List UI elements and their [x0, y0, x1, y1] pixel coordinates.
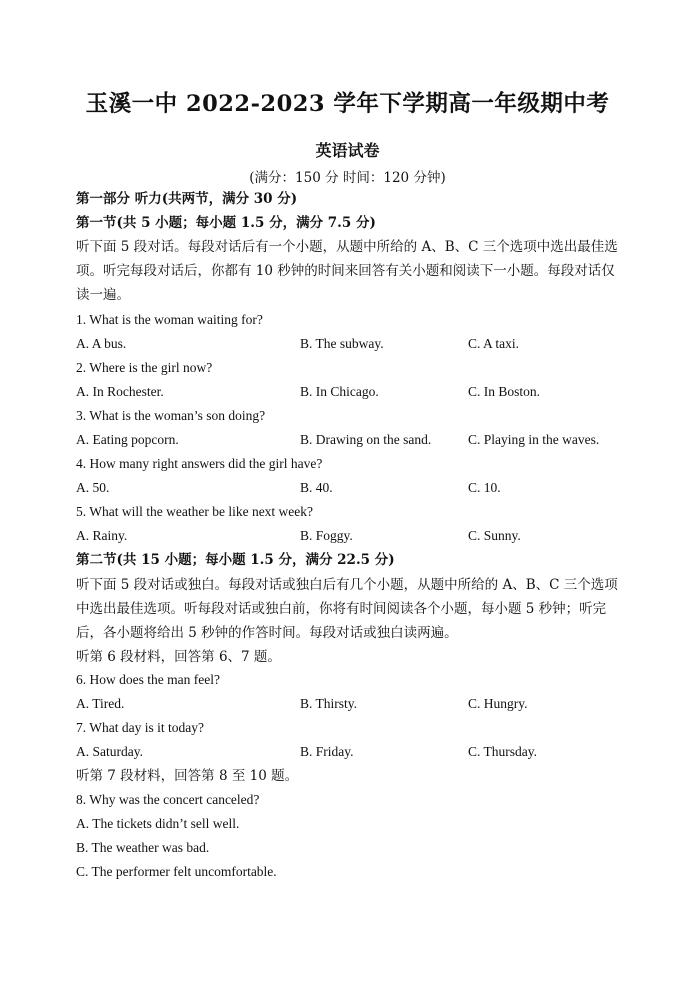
q7-option-a: A. Saturday. — [76, 744, 143, 759]
section2-instruction-line: 听下面 5 段对话或独白。每段对话或独白后有几个小题，从题中所给的 A、B、C 三个选项 — [76, 577, 618, 593]
q1-option-a: A. A bus. — [76, 336, 127, 351]
q3-option-c: C. Playing in the waves. — [468, 432, 600, 447]
q2-option-c: C. In Boston. — [468, 384, 541, 399]
question-5: 5. What will the weather be like next week? — [76, 504, 314, 519]
question-8: 8. Why was the concert canceled? — [76, 792, 260, 807]
section1-instruction-line: 读一遍。 — [76, 287, 130, 303]
question-2: 2. Where is the girl now? — [76, 360, 213, 375]
page-subtitle: 英语试卷 — [315, 141, 380, 160]
score-time-line: (满分：150 分 时间：120 分钟) — [249, 170, 446, 186]
section1-instruction-line: 项。听完每段对话后，你都有 10 秒钟的时间来回答有关小题和阅读下一小题。每段对话仅 — [76, 263, 615, 279]
q8-option-a: A. The tickets didn’t sell well. — [76, 816, 240, 831]
q6-option-a: A. Tired. — [76, 696, 125, 711]
question-1: 1. What is the woman waiting for? — [76, 312, 263, 327]
q2-option-b: B. In Chicago. — [300, 384, 379, 399]
question-6: 6. How does the man feel? — [76, 672, 220, 687]
section2-instruction-line: 中选出最佳选项。听每段对话或独白前，你将有时间阅读各个小题，每小题 5 秒钟；听完 — [76, 601, 607, 617]
material-7-note: 听第 7 段材料，回答第 8 至 10 题。 — [76, 768, 299, 784]
q4-option-c: C. 10. — [468, 480, 501, 495]
q8-option-c: C. The performer felt uncomfortable. — [76, 864, 277, 879]
q7-option-b: B. Friday. — [300, 744, 354, 759]
section1-heading: 第一节(共 5 小题；每小题 1.5 分，满分 7.5 分) — [76, 215, 376, 231]
part1-heading: 第一部分 听力(共两节，满分 30 分) — [76, 191, 298, 207]
q4-option-b: B. 40. — [300, 480, 333, 495]
q3-option-a: A. Eating popcorn. — [76, 432, 179, 447]
q5-option-a: A. Rainy. — [76, 528, 128, 543]
q1-option-b: B. The subway. — [300, 336, 384, 351]
q8-option-b: B. The weather was bad. — [76, 840, 210, 855]
q2-option-a: A. In Rochester. — [76, 384, 164, 399]
question-4: 4. How many right answers did the girl have? — [76, 456, 323, 471]
section2-heading: 第二节(共 15 小题；每小题 1.5 分，满分 22.5 分) — [76, 552, 395, 568]
question-7: 7. What day is it today? — [76, 720, 204, 735]
material-6-note: 听第 6 段材料，回答第 6、7 题。 — [76, 649, 281, 665]
q3-option-b: B. Drawing on the sand. — [300, 432, 432, 447]
q4-option-a: A. 50. — [76, 480, 110, 495]
q5-option-b: B. Foggy. — [300, 528, 353, 543]
q5-option-c: C. Sunny. — [468, 528, 521, 543]
q6-option-c: C. Hungry. — [468, 696, 528, 711]
section1-instruction-line: 听下面 5 段对话。每段对话后有一个小题，从题中所给的 A、B、C 三个选项中选出最佳选 — [76, 239, 618, 255]
section2-instruction-line: 后，各小题将给出 5 秒钟的作答时间。每段对话或独白读两遍。 — [76, 625, 458, 641]
page-title: 玉溪一中 2022-2023 学年下学期高一年级期中考 — [85, 91, 610, 117]
q1-option-c: C. A taxi. — [468, 336, 520, 351]
question-3: 3. What is the woman’s son doing? — [76, 408, 266, 423]
q7-option-c: C. Thursday. — [468, 744, 537, 759]
q6-option-b: B. Thirsty. — [300, 696, 358, 711]
